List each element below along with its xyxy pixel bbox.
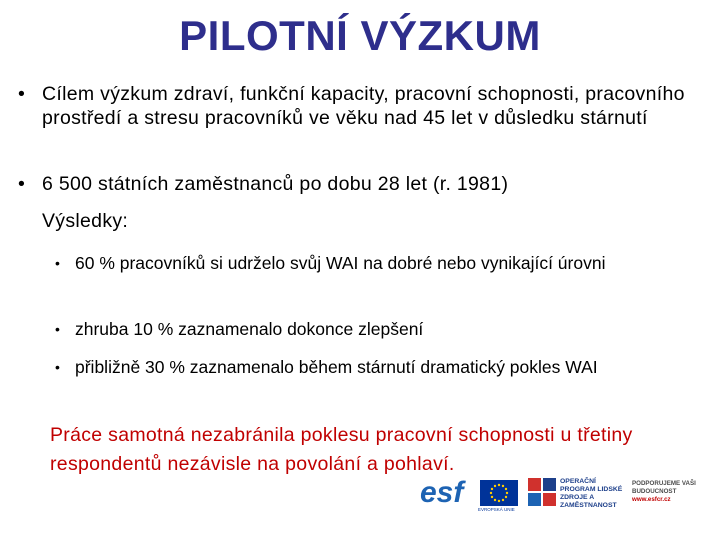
bullet-marker: • xyxy=(18,83,26,105)
result-text: 60 % pracovníků si udrželo svůj WAI na dobré nebo vynikající úrovni xyxy=(75,253,606,273)
op-logo-icon xyxy=(528,478,556,508)
slide-title: PILOTNÍ VÝZKUM xyxy=(179,12,541,59)
support-text: PODPORUJEME VAŠI BUDOUCNOST xyxy=(632,480,696,495)
eu-flag-icon xyxy=(480,480,518,506)
eu-caption: EVROPSKÁ UNIE xyxy=(478,507,515,512)
result-text: zhruba 10 % zaznamenalo dokonce zlepšení xyxy=(75,319,424,339)
support-text-block xyxy=(632,480,714,504)
bullet-text: Cílem výzkum zdraví, funkční kapacity, pracovní schopnosti, pracovního prostředí a stresu pracovníků ve věku nad 45 let v důsledku stárnutí xyxy=(42,83,685,129)
op-program-text: OPERAČNÍ PROGRAM LIDSKÉ ZDROJE A ZAMĚSTNANOST xyxy=(560,478,623,509)
conclusion-text: Práce samotná nezabránila poklesu pracovní schopnosti u třetiny respondentů nezávisle na povolání a pohlaví. xyxy=(50,424,633,475)
result-text: přibližně 30 % zaznamenalo během stárnutí dramatický pokles WAI xyxy=(75,357,598,377)
footer-logos xyxy=(418,476,714,516)
bullet-marker: • xyxy=(55,255,60,271)
result-item xyxy=(55,252,705,274)
results-heading: Výsledky: xyxy=(42,210,129,232)
esf-mark: esf xyxy=(420,476,464,509)
bullet-marker: • xyxy=(18,173,26,195)
result-item xyxy=(55,318,705,340)
result-item xyxy=(55,356,705,378)
bullet-item xyxy=(18,172,708,196)
support-url: www.esfcr.cz xyxy=(632,496,671,503)
bullet-text: 6 500 státních zaměstnanců po dobu 28 let (r. 1981) xyxy=(42,173,509,195)
bullet-item xyxy=(18,82,708,130)
bullet-marker: • xyxy=(55,359,60,375)
bullet-marker: • xyxy=(55,321,60,337)
